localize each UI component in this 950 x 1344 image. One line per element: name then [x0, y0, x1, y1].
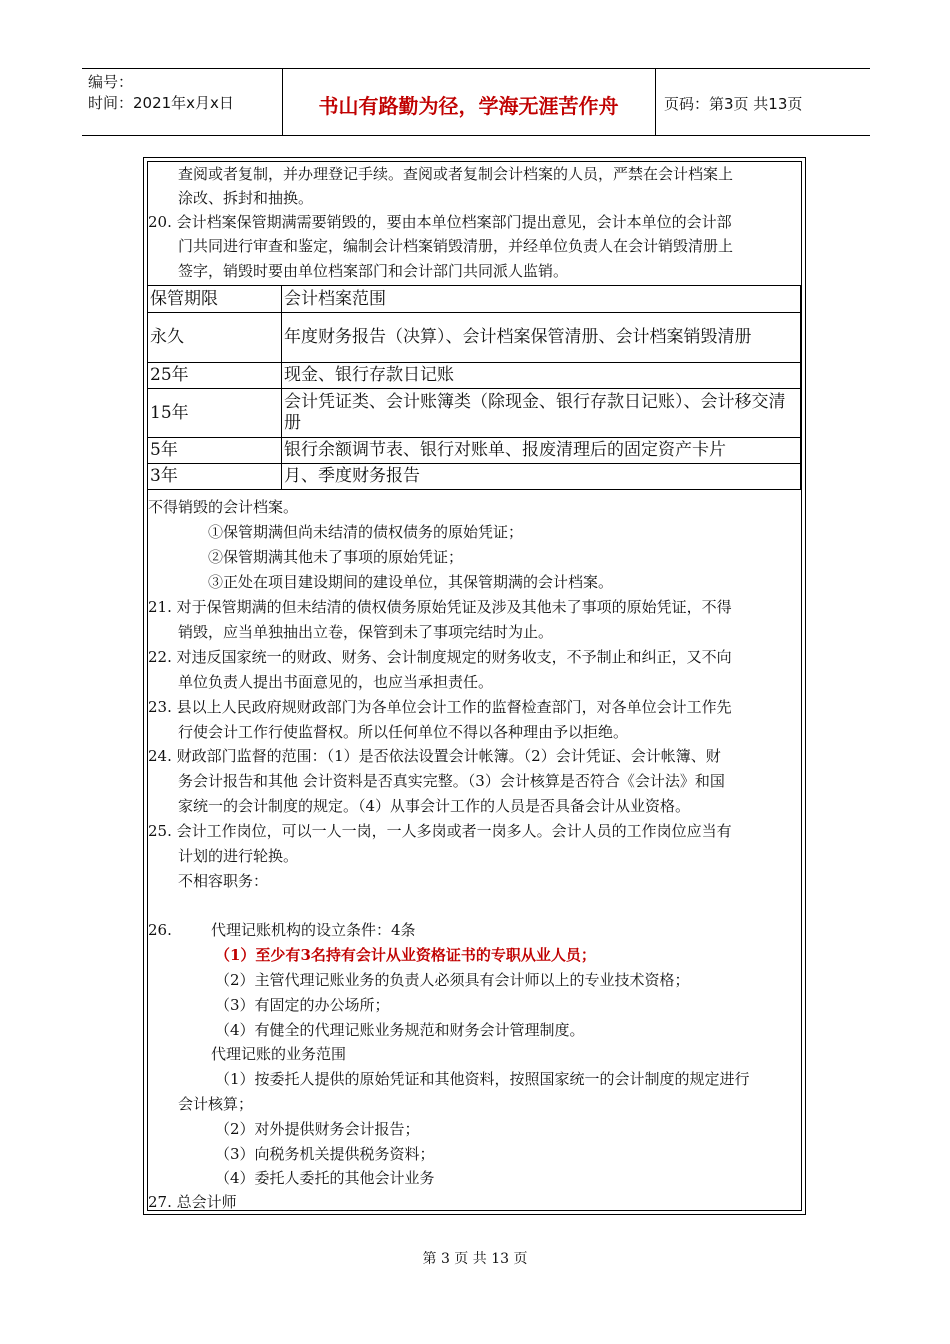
text-line: 24. 财政部门监督的范围：（1）是否依法设置会计帐簿。（2）会计凭证、会计帐簿、财 — [148, 747, 721, 765]
table-row — [148, 464, 801, 490]
text-line: 销毁，应当单独抽出立卷，保管到未了事项完结时为止。 — [178, 623, 554, 641]
table-cell: 月、季度财务报告 — [282, 464, 801, 490]
table-row — [148, 438, 801, 464]
table-row — [148, 389, 801, 438]
text-line: 家统一的会计制度的规定。（4）从事会计工作的人员是否具备会计从业资格。 — [178, 797, 691, 815]
text-line: （2）主管代理记账业务的负责人必须具有会计师以上的专业技术资格； — [215, 971, 690, 989]
text-line: （4）有健全的代理记账业务规范和财务会计管理制度。 — [215, 1021, 585, 1039]
header-bottom-rule — [82, 135, 870, 136]
header-left-block — [88, 72, 234, 114]
text-line: 不相容职务： — [178, 872, 269, 890]
text-line: 查阅或者复制，并办理登记手续。查阅或者复制会计档案的人员，严禁在会计档案上 — [178, 165, 734, 183]
text-line: 27. 总会计师 — [148, 1193, 237, 1211]
retention-table — [147, 285, 801, 490]
text-line: （3）有固定的办公场所； — [215, 996, 390, 1014]
table-header-cell: 会计档案范围 — [282, 286, 801, 313]
table-cell: 会计凭证类、会计账簿类（除现金、银行存款日记账）、会计移交清册 — [282, 389, 801, 438]
text-line: 代理记账的业务范围 — [211, 1045, 347, 1063]
text-line: （3）向税务机关提供税务资料； — [215, 1145, 435, 1163]
table-cell: 25年 — [148, 363, 282, 389]
text-line: 计划的进行轮换。 — [178, 847, 299, 865]
text-line: 22. 对违反国家统一的财政、财务、会计制度规定的财务收支，不予制止和纠正，又不向 — [148, 648, 732, 666]
text-line: 单位负责人提出书面意见的，也应当承担责任。 — [178, 673, 494, 691]
header-top-rule — [82, 68, 870, 69]
header-divider-right — [655, 68, 656, 136]
text-line: 25. 会计工作岗位，可以一人一岗，一人多岗或者一岗多人。会计人员的工作岗位应当有 — [148, 822, 732, 840]
text-line: 不得销毁的会计档案。 — [148, 498, 299, 516]
text-line: （1）按委托人提供的原始凭证和其他资料，按照国家统一的会计制度的规定进行 — [215, 1070, 750, 1088]
number-label: 编号： — [88, 73, 134, 91]
motto: 书山有路勤为径，学海无涯苦作舟 — [318, 94, 619, 118]
table-cell: 15年 — [148, 389, 282, 438]
item-title: 代理记账机构的设立条件：4条 — [211, 921, 416, 939]
text-line: 签字，销毁时要由单位档案部门和会计部门共同派人监销。 — [178, 262, 569, 280]
page-footer: 第 3 页 共 13 页 — [422, 1251, 528, 1267]
table-header-row — [148, 286, 801, 313]
text-line: ③正处在项目建设期间的建设单位，其保管期满的会计档案。 — [208, 573, 614, 591]
date-line: 时间：2021年x月x日 — [88, 94, 234, 112]
highlight-line: （1）至少有3名持有会计从业资格证书的专职从业人员； — [215, 946, 596, 964]
table-row — [148, 363, 801, 389]
page-info: 页码：第3页 共13页 — [664, 95, 803, 113]
text-line: 23. 县以上人民政府规财政部门为各单位会计工作的监督检查部门，对各单位会计工作先 — [148, 698, 732, 716]
table-header-cell: 保管期限 — [148, 286, 282, 313]
text-line: 会计核算； — [178, 1095, 254, 1113]
table-row — [148, 313, 801, 363]
text-line: 务会计报告和其他 会计资料是否真实完整。（3）会计核算是否符合《会计法》和国 — [178, 772, 725, 790]
text-line: 21. 对于保管期满的但未结清的债权债务原始凭证及涉及其他未了事项的原始凭证，不得 — [148, 598, 732, 616]
table-cell: 现金、银行存款日记账 — [282, 363, 801, 389]
text-line: ①保管期满但尚未结清的债权债务的原始凭证； — [208, 523, 524, 541]
text-line: （4）委托人委托的其他会计业务 — [215, 1169, 435, 1187]
text-line: 门共同进行审查和鉴定，编制会计档案销毁清册，并经单位负责人在会计销毁清册上 — [178, 237, 734, 255]
item-number: 26. — [148, 921, 172, 939]
text-line: ②保管期满其他未了事项的原始凭证； — [208, 548, 464, 566]
text-line: 行使会计工作行使监督权。所以任何单位不得以各种理由予以拒绝。 — [178, 723, 629, 741]
text-line: （2）对外提供财务会计报告； — [215, 1120, 420, 1138]
table-cell: 永久 — [148, 313, 282, 363]
table-cell: 年度财务报告（决算）、会计档案保管清册、会计档案销毁清册 — [282, 313, 801, 363]
text-line: 涂改、拆封和抽换。 — [178, 189, 314, 207]
table-cell: 5年 — [148, 438, 282, 464]
text-line: 20. 会计档案保管期满需要销毁的，要由本单位档案部门提出意见，会计本单位的会计部 — [148, 213, 732, 231]
table-cell: 3年 — [148, 464, 282, 490]
table-cell: 银行余额调节表、银行对账单、报废清理后的固定资产卡片 — [282, 438, 801, 464]
